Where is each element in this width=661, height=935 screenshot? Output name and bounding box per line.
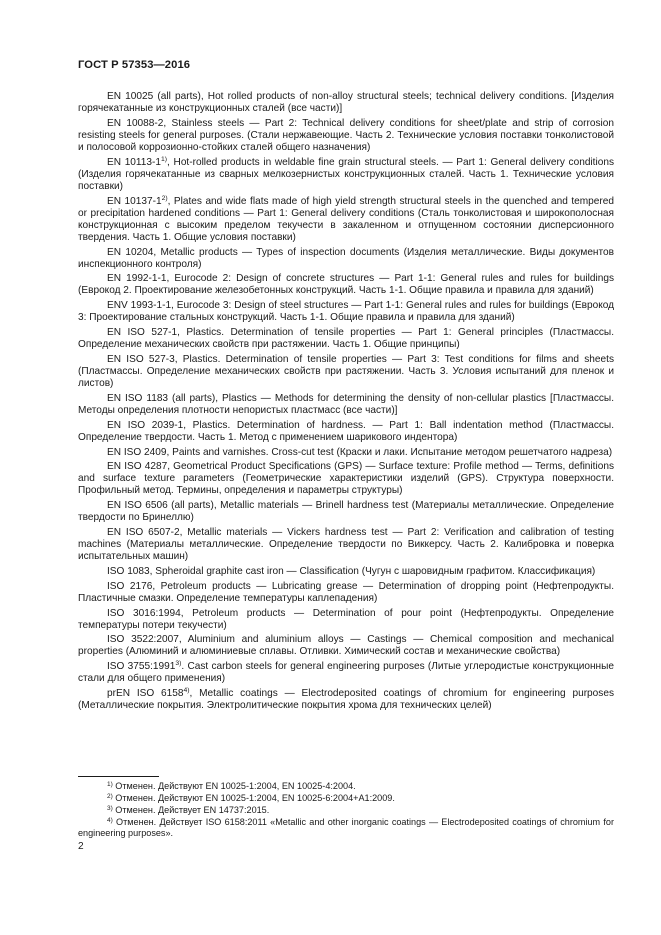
footnote-marker: 1) bbox=[161, 155, 168, 163]
reference-text: EN 10113-1 bbox=[107, 156, 161, 168]
reference-entry bbox=[78, 608, 614, 632]
reference-text: EN ISO 4287, Geometrical Product Specifications (GPS) — Surface texture: Profile method — Terms, definitions and surface texture parameters (Геометрические характеристики изделий (GPS). Структура поверхности. Профильный метод. Термины, определения и параметры структуры) bbox=[78, 461, 614, 497]
footnote bbox=[78, 804, 614, 816]
reference-entry bbox=[78, 500, 614, 524]
reference-entry bbox=[78, 327, 614, 351]
reference-text: EN ISO 1183 (all parts), Plastics — Methods for determining the density of non-cellular plastics [Пластмассы. Методы определения плотности непористых пластмасс (все части)] bbox=[78, 392, 614, 416]
footnote-text: Отменен. Действует EN 14737:2015. bbox=[112, 804, 270, 815]
reference-entry bbox=[78, 581, 614, 605]
reference-text: EN 10137-1 bbox=[107, 195, 162, 207]
reference-text: EN ISO 6507-2, Metallic materials — Vickers hardness test — Part 2: Verification and calibration of testing machines (Материалы металлические. Определение твердости по Виккерсу. Часть 2. Калибровка и поверка испытательных машин) bbox=[78, 527, 614, 563]
reference-text: ISO 2176, Petroleum products — Lubricating grease — Determination of dropping point (Нефтепродукты. Пластичные смазки. Определение температуры каплепадения) bbox=[78, 580, 614, 604]
reference-entry bbox=[78, 196, 614, 244]
reference-entry bbox=[78, 661, 614, 685]
footnote-text: Отменен. Действуют EN 10025-1:2004, EN 10025-6:2004+A1:2009. bbox=[112, 792, 395, 803]
reference-text: EN ISO 2039-1, Plastics. Determination of hardness. — Part 1: Ball indentation method (Пластмассы. Определение твердости. Часть 1. Метод с применением шарикового индентора) bbox=[78, 419, 614, 443]
reference-text: EN ISO 6506 (all parts), Metallic materials — Brinell hardness test (Материалы металлические. Определение твердости по Бринеллю) bbox=[78, 500, 614, 524]
reference-entry bbox=[78, 634, 614, 658]
footnotes-list bbox=[78, 780, 614, 839]
page-header-standard-number: ГОСТ Р 57353—2016 bbox=[78, 59, 191, 71]
footnote-number: 1) bbox=[107, 781, 113, 788]
footnote bbox=[78, 816, 614, 839]
footnote-text: Отменен. Действует ISO 6158:2011 «Metallic and other inorganic coatings — Electrodeposited coatings of chromium for engineering purposes». bbox=[78, 816, 614, 838]
reference-entry bbox=[78, 420, 614, 444]
reference-entry bbox=[78, 393, 614, 417]
reference-entry bbox=[78, 273, 614, 297]
reference-entry bbox=[78, 300, 614, 324]
footnote-marker: 4) bbox=[183, 687, 190, 695]
reference-text-continued: . Cast carbon steels for general engineering purposes (Литые углеродистые конструкционные стали для общего применения) bbox=[78, 661, 614, 685]
normative-references-list bbox=[78, 91, 614, 712]
reference-text: EN 10088-2, Stainless steels — Part 2: Technical delivery conditions for sheet/plate and strip of corrosion resisting steels for general purposes. (Стали нержавеющие. Часть 2. Технические условия поставки тонколистовой и полосовой коррозионно-стойких сталей общего назначения) bbox=[78, 117, 614, 153]
reference-text-continued: , Plates and wide flats made of high yield strength structural steels in the quenched and tempered or precipitation hardened conditions — Part 1: General delivery conditions (Сталь тонколистовая и широкополосная конструкционная с высоким пределом текучести в закаленном и отпущенном состоянии дисперсионного твердения. Часть 1. Общие условия поставки) bbox=[78, 195, 614, 243]
reference-text: ISO 3755:1991 bbox=[107, 661, 176, 673]
reference-text: prEN ISO 6158 bbox=[107, 688, 184, 700]
reference-entry bbox=[78, 688, 614, 712]
reference-entry bbox=[78, 447, 614, 459]
reference-text: EN ISO 527-3, Plastics. Determination of tensile properties — Part 3: Test conditions for films and sheets (Пластмассы. Определение механических свойств при растяжении. Часть 3. Условия испытаний для пленок и листов) bbox=[78, 353, 614, 390]
reference-text: EN ISO 2409, Paints and varnishes. Cross-cut test (Краски и лаки. Испытание методом решетчатого надреза) bbox=[107, 446, 613, 458]
reference-text: EN 10025 (all parts), Hot rolled products of non-alloy structural steels; technical delivery conditions. [Изделия горячекатанные из конструкционных сталей (все части)] bbox=[78, 91, 614, 115]
footnote-marker: 2) bbox=[161, 194, 168, 202]
footnote-number: 3) bbox=[107, 804, 113, 812]
footnote bbox=[78, 792, 614, 804]
reference-entry bbox=[78, 566, 614, 578]
page-number: 2 bbox=[78, 841, 84, 852]
footnote-separator bbox=[78, 776, 159, 777]
reference-text: ISO 1083, Spheroidal graphite cast iron — Classification (Чугун с шаровидным графитом. Классификация) bbox=[107, 565, 596, 577]
reference-entry bbox=[78, 91, 614, 115]
reference-text-continued: , Metallic coatings — Electrodeposited coatings of chromium for engineering purposes (Металлические покрытия. Электролитические покрытия хрома для технических целей) bbox=[78, 688, 614, 712]
reference-text: ISO 3522:2007, Aluminium and aluminium alloys — Castings — Chemical composition and mechanical properties (Алюминий и алюминиевые сплавы. Отливки. Химический состав и механические свойства) bbox=[78, 634, 614, 658]
reference-text: EN 10204, Metallic products — Types of inspection documents (Изделия металлические. Виды документов инспекционного контроля) bbox=[78, 246, 614, 270]
reference-text: EN 1992-1-1, Eurocode 2: Design of concrete structures — Part 1-1: General rules and rules for buildings (Еврокод 2. Проектирование железобетонных конструкций. Часть 1-1. Общие правила и правила для зданий) bbox=[78, 273, 614, 297]
footnote-number: 4) bbox=[107, 816, 113, 824]
footnote bbox=[78, 780, 614, 792]
reference-text-continued: , Hot-rolled products in weldable fine grain structural steels. — Part 1: General delivery conditions (Изделия горячекатанные из сварных мелкозернистых конструкционных сталей. Часть 1. Технические условия поставки) bbox=[78, 156, 614, 192]
reference-text: ISO 3016:1994, Petroleum products — Determination of pour point (Нефтепродукты. Определение температуры потери текучести) bbox=[78, 607, 614, 631]
reference-entry bbox=[78, 118, 614, 154]
footnote-marker: 3) bbox=[175, 660, 182, 668]
reference-entry bbox=[78, 354, 614, 390]
reference-entry bbox=[78, 247, 614, 271]
reference-entry bbox=[78, 527, 614, 563]
reference-text: ENV 1993-1-1, Eurocode 3: Design of steel structures — Part 1-1: General rules and rules for buildings (Еврокод 3: Проектирование стальных конструкций. Часть 1-1. Общие правила и правила для зданий) bbox=[78, 300, 614, 324]
reference-text: EN ISO 527-1, Plastics. Determination of tensile properties — Part 1: General principles (Пластмассы. Определение механических свойств при растяжении. Часть 1. Общие принципы) bbox=[78, 327, 614, 351]
footnote-number: 2) bbox=[107, 792, 113, 800]
footnote-text: Отменен. Действуют EN 10025-1:2004, EN 10025-4:2004. bbox=[112, 781, 356, 791]
reference-entry bbox=[78, 157, 614, 193]
reference-entry bbox=[78, 461, 614, 497]
